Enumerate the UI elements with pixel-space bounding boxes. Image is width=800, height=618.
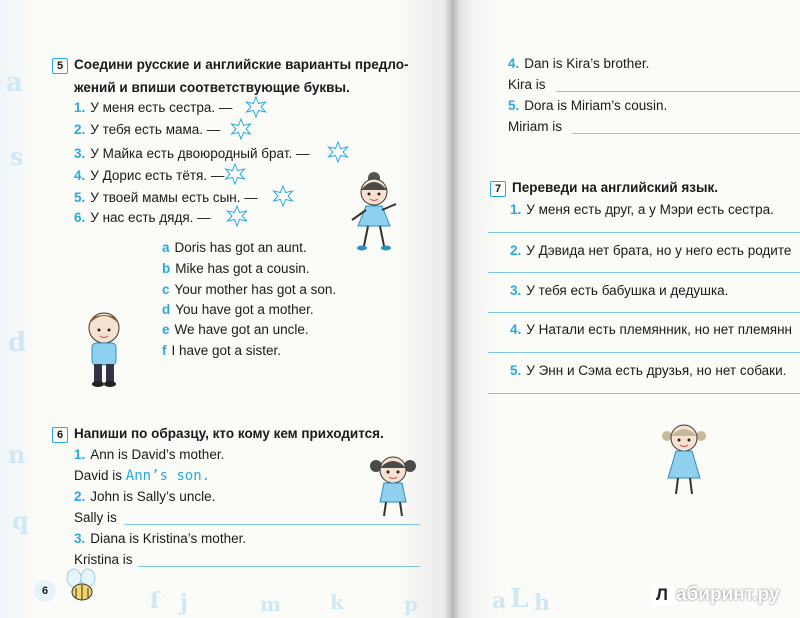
answer-star-input[interactable]: [272, 185, 294, 207]
ex5-item: 3. У Майка есть двоюродный брат. —: [74, 146, 310, 161]
ex5-item: 2. У тебя есть мама. —: [74, 122, 221, 137]
answer-star-input[interactable]: [327, 141, 349, 163]
ex6-sample-answer: Ann’s son.: [125, 468, 211, 484]
book-gutter: [444, 0, 460, 618]
ex5-instruction-line2: жений и впиши соответствующие буквы.: [74, 80, 350, 95]
girl-illustration: [340, 168, 406, 254]
answer-star-input[interactable]: [226, 205, 248, 227]
bg-letter: s: [10, 142, 24, 171]
ex6-lead: Kristina is: [74, 552, 133, 567]
boy-illustration: [76, 306, 132, 390]
pigtail-girl-illustration: [366, 452, 420, 522]
girl-illustration: [658, 420, 710, 500]
ex5-item: 1. У меня есть сестра. —: [74, 100, 233, 115]
ex5-option: e We have got an uncle.: [162, 322, 309, 337]
ex6-answer-row: David is Ann’s son.: [74, 468, 211, 484]
answer-line[interactable]: [138, 566, 420, 567]
bg-letter: k: [330, 590, 344, 614]
bg-letter: d: [8, 328, 27, 358]
ex5-option: a Doris has got an aunt.: [162, 240, 307, 255]
answer-star-input[interactable]: [230, 118, 252, 140]
ex5-instruction-line1: 5 Соедини русские и английские варианты предло-: [52, 57, 409, 74]
ex7-instruction: 7 Переведи на английский язык.: [490, 180, 718, 197]
answer-line[interactable]: [572, 133, 800, 134]
answer-line[interactable]: [556, 91, 800, 92]
answer-star-input[interactable]: [245, 96, 267, 118]
ex7-item: 4. У Натали есть племянник, но нет племянн: [510, 322, 792, 337]
bee-icon: [62, 568, 102, 604]
ex5-option: d You have got a mother.: [162, 302, 314, 317]
bg-letter: p: [404, 592, 418, 616]
answer-line[interactable]: [488, 272, 800, 273]
ex6-example: 1. Ann is David’s mother.: [74, 447, 225, 462]
bg-letter: h: [534, 590, 550, 616]
bg-letter: n: [8, 440, 26, 469]
ex6-instruction: 6 Напиши по образцу, кто кому кем приходится.: [52, 426, 384, 443]
bg-letter: a: [6, 68, 23, 98]
ex5-option: b Mike has got a cousin.: [162, 261, 310, 276]
ex6-number: 6: [52, 427, 68, 443]
right-page: [452, 0, 800, 618]
page-number: 6: [34, 580, 56, 602]
ex5-number: 5: [52, 58, 68, 74]
ex5-item: 6. У нас есть дядя. —: [74, 210, 211, 225]
bg-letter: q: [12, 506, 29, 535]
bg-letter: L: [510, 584, 529, 614]
labirint-logo: Л: [650, 584, 674, 606]
ex6-item: 4. Dan is Kira’s brother.: [508, 56, 650, 71]
ex6-lead: Miriam is: [508, 119, 562, 134]
ex5-option: c Your mother has got a son.: [162, 282, 337, 297]
ex7-item: 1. У меня есть друг, а у Мэри есть сестра.: [510, 202, 774, 217]
ex5-item: 4. У Дорис есть тётя. —: [74, 168, 225, 183]
ex7-item: 2. У Дэвида нет брата, но у него есть родите: [510, 243, 792, 258]
bg-letter: m: [260, 592, 282, 616]
answer-star-input[interactable]: [224, 163, 246, 185]
ex7-item: 5. У Энн и Сэма есть друзья, но нет собаки.: [510, 363, 787, 378]
answer-line[interactable]: [124, 524, 420, 525]
answer-line[interactable]: [488, 312, 800, 313]
ex7-number: 7: [490, 181, 506, 197]
ex6-lead: Kira is: [508, 77, 546, 92]
bg-letter: f: [150, 588, 160, 614]
watermark-text: абиринт.ру: [676, 584, 780, 605]
ex6-item: 3. Diana is Kristina’s mother.: [74, 531, 247, 546]
ex6-item: 5. Dora is Miriam’s cousin.: [508, 98, 668, 113]
ex6-lead: Sally is: [74, 510, 117, 525]
answer-line[interactable]: [488, 352, 800, 353]
answer-line[interactable]: [488, 393, 800, 394]
ex5-option: f I have got a sister.: [162, 343, 282, 358]
bg-letter: j: [180, 590, 188, 616]
answer-line[interactable]: [488, 232, 800, 233]
bg-letter: a: [492, 588, 507, 614]
ex6-item: 2. John is Sally’s uncle.: [74, 489, 216, 504]
ex5-item: 5. У твоей мамы есть сын. —: [74, 190, 258, 205]
ex7-item: 3. У тебя есть бабушка и дедушка.: [510, 283, 729, 298]
